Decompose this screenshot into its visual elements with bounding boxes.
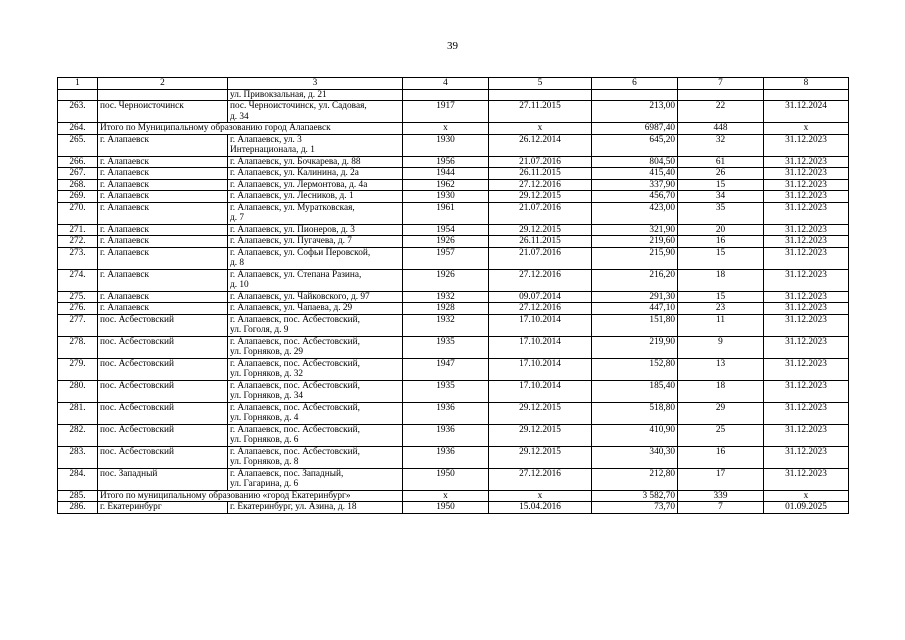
cell-area: 645,20 bbox=[592, 134, 678, 156]
cell-year: 1936 bbox=[403, 402, 489, 424]
cell-locality bbox=[98, 89, 228, 101]
cell-count: 16 bbox=[678, 446, 764, 468]
cell-count: 35 bbox=[678, 202, 764, 224]
cell-date: 26.11.2015 bbox=[489, 168, 592, 180]
cell-count: 25 bbox=[678, 424, 764, 446]
cell-year: 1930 bbox=[403, 134, 489, 156]
cell-number: 267. bbox=[58, 168, 98, 180]
cell-date: 09.07.2014 bbox=[489, 291, 592, 303]
table-row bbox=[58, 247, 849, 269]
cell-count: 18 bbox=[678, 269, 764, 291]
cell-area: 216,20 bbox=[592, 269, 678, 291]
cell-count: 34 bbox=[678, 191, 764, 203]
cell-date: 17.10.2014 bbox=[489, 336, 592, 358]
cell-year: 1935 bbox=[403, 380, 489, 402]
cell-count: 29 bbox=[678, 402, 764, 424]
cell-address: г. Екатеринбург, ул. Азина, д. 18 bbox=[228, 502, 403, 514]
cell-address: г. Алапаевск, пос. Асбестовский, ул. Гоголя, д. 9 bbox=[228, 314, 403, 336]
cell-address: г. Алапаевск, ул. Чайковского, д. 97 bbox=[228, 291, 403, 303]
total-row bbox=[58, 490, 849, 502]
cell-address: г. Алапаевск, пос. Асбестовский, ул. Горняков, д. 8 bbox=[228, 446, 403, 468]
cell-year: 1956 bbox=[403, 156, 489, 168]
cell-locality: г. Алапаевск bbox=[98, 168, 228, 180]
cell-date: 21.07.2016 bbox=[489, 156, 592, 168]
cell-count: 16 bbox=[678, 236, 764, 248]
cell-area: 212,80 bbox=[592, 468, 678, 490]
cell-area: 423,00 bbox=[592, 202, 678, 224]
cell-count: 22 bbox=[678, 101, 764, 123]
cell-number: 282. bbox=[58, 424, 98, 446]
cell-area: 185,40 bbox=[592, 380, 678, 402]
cell-number bbox=[58, 89, 98, 101]
cell-area: 215,90 bbox=[592, 247, 678, 269]
cell-address: пос. Черноисточинск, ул. Садовая, д. 34 bbox=[228, 101, 403, 123]
cell-term: x bbox=[764, 490, 849, 502]
header-cell: 2 bbox=[98, 78, 228, 90]
cell-area: 518,80 bbox=[592, 402, 678, 424]
cell-locality: г. Алапаевск bbox=[98, 291, 228, 303]
cell-locality: пос. Асбестовский bbox=[98, 402, 228, 424]
cell-area: 152,80 bbox=[592, 358, 678, 380]
cell-address: ул. Привокзальная, д. 21 bbox=[228, 89, 403, 101]
table-row bbox=[58, 224, 849, 236]
cell-address: г. Алапаевск, ул. Степана Разина, д. 10 bbox=[228, 269, 403, 291]
cell-date: 29.12.2015 bbox=[489, 402, 592, 424]
cell-address: г. Алапаевск, пос. Асбестовский, ул. Горняков, д. 34 bbox=[228, 380, 403, 402]
cell-term: 31.12.2023 bbox=[764, 303, 849, 315]
cell-count: 7 bbox=[678, 502, 764, 514]
page-number: 39 bbox=[447, 40, 458, 52]
cell-date: 27.12.2016 bbox=[489, 303, 592, 315]
cell-address: г. Алапаевск, ул. 3 Интернационала, д. 1 bbox=[228, 134, 403, 156]
cell-address: г. Алапаевск, ул. Чапаева, д. 29 bbox=[228, 303, 403, 315]
cell-count: 61 bbox=[678, 156, 764, 168]
cell-locality: г. Алапаевск bbox=[98, 236, 228, 248]
cell-term: 31.12.2024 bbox=[764, 101, 849, 123]
cell-year: 1950 bbox=[403, 502, 489, 514]
cell-locality: пос. Асбестовский bbox=[98, 446, 228, 468]
cell-number: 266. bbox=[58, 156, 98, 168]
cell-area: 291,30 bbox=[592, 291, 678, 303]
cell-area: 213,00 bbox=[592, 101, 678, 123]
cell-total-label: Итого по муниципальному образованию «город Екатеринбург» bbox=[98, 490, 403, 502]
cell-locality: г. Алапаевск bbox=[98, 303, 228, 315]
cell-locality: пос. Асбестовский bbox=[98, 358, 228, 380]
cell-number: 280. bbox=[58, 380, 98, 402]
cell-address: г. Алапаевск, ул. Муратковская, д. 7 bbox=[228, 202, 403, 224]
cell-year: 1947 bbox=[403, 358, 489, 380]
cell-area: 337,90 bbox=[592, 179, 678, 191]
header-cell: 5 bbox=[489, 78, 592, 90]
cell-term: 01.09.2025 bbox=[764, 502, 849, 514]
cell-area: 219,90 bbox=[592, 336, 678, 358]
cell-term: 31.12.2023 bbox=[764, 202, 849, 224]
cell-number: 268. bbox=[58, 179, 98, 191]
cell-area: 3 582,70 bbox=[592, 490, 678, 502]
cell-number: 263. bbox=[58, 101, 98, 123]
cell-number: 272. bbox=[58, 236, 98, 248]
cell-locality: пос. Черноисточинск bbox=[98, 101, 228, 123]
cell-date: 27.12.2016 bbox=[489, 269, 592, 291]
cell-locality: г. Алапаевск bbox=[98, 269, 228, 291]
cell-term: 31.12.2023 bbox=[764, 358, 849, 380]
cell-count bbox=[678, 89, 764, 101]
cell-number: 273. bbox=[58, 247, 98, 269]
table-row bbox=[58, 236, 849, 248]
cell-address: г. Алапаевск, ул. Калинина, д. 2а bbox=[228, 168, 403, 180]
cell-area: 456,70 bbox=[592, 191, 678, 203]
cell-address: г. Алапаевск, пос. Асбестовский, ул. Горняков, д. 6 bbox=[228, 424, 403, 446]
cell-date: x bbox=[489, 123, 592, 135]
cell-year: 1926 bbox=[403, 236, 489, 248]
cell-date: 27.12.2016 bbox=[489, 179, 592, 191]
cell-address: г. Алапаевск, пос. Западный, ул. Гагарина, д. 6 bbox=[228, 468, 403, 490]
cell-term: 31.12.2023 bbox=[764, 314, 849, 336]
cell-address: г. Алапаевск, ул. Бочкарева, д. 88 bbox=[228, 156, 403, 168]
cell-date: 27.12.2016 bbox=[489, 468, 592, 490]
cell-year: 1917 bbox=[403, 101, 489, 123]
table-row bbox=[58, 380, 849, 402]
total-row bbox=[58, 123, 849, 135]
table-row bbox=[58, 168, 849, 180]
cell-number: 283. bbox=[58, 446, 98, 468]
cell-date: 17.10.2014 bbox=[489, 314, 592, 336]
cell-date: 27.11.2015 bbox=[489, 101, 592, 123]
cell-date: x bbox=[489, 490, 592, 502]
cell-term: 31.12.2023 bbox=[764, 291, 849, 303]
cell-term: 31.12.2023 bbox=[764, 191, 849, 203]
cell-year: 1961 bbox=[403, 202, 489, 224]
cell-count: 9 bbox=[678, 336, 764, 358]
cell-date: 15.04.2016 bbox=[489, 502, 592, 514]
cell-term: 31.12.2023 bbox=[764, 236, 849, 248]
cell-term bbox=[764, 89, 849, 101]
cell-locality: пос. Западный bbox=[98, 468, 228, 490]
cell-year: 1950 bbox=[403, 468, 489, 490]
cell-term: 31.12.2023 bbox=[764, 446, 849, 468]
cell-number: 284. bbox=[58, 468, 98, 490]
table-row bbox=[58, 269, 849, 291]
header-cell: 1 bbox=[58, 78, 98, 90]
header-cell: 3 bbox=[228, 78, 403, 90]
cell-number: 264. bbox=[58, 123, 98, 135]
cell-locality: г. Алапаевск bbox=[98, 224, 228, 236]
table-row bbox=[58, 446, 849, 468]
cell-year: 1957 bbox=[403, 247, 489, 269]
cell-area: 447,10 bbox=[592, 303, 678, 315]
cell-count: 20 bbox=[678, 224, 764, 236]
cell-date: 21.07.2016 bbox=[489, 247, 592, 269]
cell-address: г. Алапаевск, пос. Асбестовский, ул. Горняков, д. 4 bbox=[228, 402, 403, 424]
cell-address: г. Алапаевск, пос. Асбестовский, ул. Горняков, д. 32 bbox=[228, 358, 403, 380]
cell-year: 1932 bbox=[403, 314, 489, 336]
cell-area: 321,90 bbox=[592, 224, 678, 236]
table-row bbox=[58, 424, 849, 446]
table-row bbox=[58, 202, 849, 224]
cell-term: 31.12.2023 bbox=[764, 224, 849, 236]
table-row bbox=[58, 179, 849, 191]
cell-locality: г. Алапаевск bbox=[98, 134, 228, 156]
cell-count: 15 bbox=[678, 179, 764, 191]
cell-year: 1936 bbox=[403, 446, 489, 468]
cell-term: 31.12.2023 bbox=[764, 468, 849, 490]
column-number-row bbox=[58, 78, 849, 90]
cell-count: 448 bbox=[678, 123, 764, 135]
cell-number: 278. bbox=[58, 336, 98, 358]
header-cell: 8 bbox=[764, 78, 849, 90]
header-cell: 6 bbox=[592, 78, 678, 90]
table-row bbox=[58, 336, 849, 358]
cell-address: г. Алапаевск, ул. Пугачева, д. 7 bbox=[228, 236, 403, 248]
cell-count: 339 bbox=[678, 490, 764, 502]
cell-term: 31.12.2023 bbox=[764, 336, 849, 358]
cell-area: 804,50 bbox=[592, 156, 678, 168]
cell-count: 17 bbox=[678, 468, 764, 490]
cell-address: г. Алапаевск, ул. Пионеров, д. 3 bbox=[228, 224, 403, 236]
cell-date: 17.10.2014 bbox=[489, 358, 592, 380]
cell-date: 26.12.2014 bbox=[489, 134, 592, 156]
cell-year: 1962 bbox=[403, 179, 489, 191]
cell-locality: пос. Асбестовский bbox=[98, 424, 228, 446]
cell-count: 11 bbox=[678, 314, 764, 336]
cell-term: 31.12.2023 bbox=[764, 424, 849, 446]
cell-locality: г. Алапаевск bbox=[98, 247, 228, 269]
table-row bbox=[58, 191, 849, 203]
table-row bbox=[58, 502, 849, 514]
cell-year: 1936 bbox=[403, 424, 489, 446]
cell-locality: пос. Асбестовский bbox=[98, 314, 228, 336]
cell-locality: пос. Асбестовский bbox=[98, 336, 228, 358]
cell-address: г. Алапаевск, ул. Лермонтова, д. 4а bbox=[228, 179, 403, 191]
cell-count: 23 bbox=[678, 303, 764, 315]
cell-year: x bbox=[403, 490, 489, 502]
cell-term: 31.12.2023 bbox=[764, 156, 849, 168]
cell-year: 1954 bbox=[403, 224, 489, 236]
cell-year: 1928 bbox=[403, 303, 489, 315]
cell-count: 15 bbox=[678, 291, 764, 303]
continuation-row bbox=[58, 89, 849, 101]
cell-number: 275. bbox=[58, 291, 98, 303]
cell-locality: г. Алапаевск bbox=[98, 202, 228, 224]
cell-address: г. Алапаевск, ул. Лесников, д. 1 bbox=[228, 191, 403, 203]
cell-date: 29.12.2015 bbox=[489, 446, 592, 468]
cell-number: 270. bbox=[58, 202, 98, 224]
cell-date: 29.12.2015 bbox=[489, 191, 592, 203]
cell-date: 29.12.2015 bbox=[489, 424, 592, 446]
cell-number: 279. bbox=[58, 358, 98, 380]
cell-area: 219,60 bbox=[592, 236, 678, 248]
cell-area: 410,90 bbox=[592, 424, 678, 446]
cell-date: 17.10.2014 bbox=[489, 380, 592, 402]
cell-year: 1926 bbox=[403, 269, 489, 291]
cell-date: 29.12.2015 bbox=[489, 224, 592, 236]
cell-term: 31.12.2023 bbox=[764, 402, 849, 424]
cell-address: г. Алапаевск, ул. Софьи Перовской, д. 8 bbox=[228, 247, 403, 269]
cell-year: 1932 bbox=[403, 291, 489, 303]
cell-term: 31.12.2023 bbox=[764, 269, 849, 291]
cell-locality: г. Алапаевск bbox=[98, 191, 228, 203]
table-row bbox=[58, 303, 849, 315]
cell-area bbox=[592, 89, 678, 101]
cell-locality: г. Алапаевск bbox=[98, 179, 228, 191]
cell-number: 277. bbox=[58, 314, 98, 336]
cell-term: 31.12.2023 bbox=[764, 134, 849, 156]
cell-term: 31.12.2023 bbox=[764, 380, 849, 402]
table-row bbox=[58, 402, 849, 424]
cell-number: 286. bbox=[58, 502, 98, 514]
table-row bbox=[58, 291, 849, 303]
cell-number: 265. bbox=[58, 134, 98, 156]
cell-count: 32 bbox=[678, 134, 764, 156]
table-row bbox=[58, 358, 849, 380]
cell-number: 281. bbox=[58, 402, 98, 424]
cell-number: 271. bbox=[58, 224, 98, 236]
cell-locality: г. Екатеринбург bbox=[98, 502, 228, 514]
cell-number: 269. bbox=[58, 191, 98, 203]
cell-area: 415,40 bbox=[592, 168, 678, 180]
cell-count: 13 bbox=[678, 358, 764, 380]
cell-area: 73,70 bbox=[592, 502, 678, 514]
cell-term: 31.12.2023 bbox=[764, 179, 849, 191]
table-row bbox=[58, 156, 849, 168]
cell-term: x bbox=[764, 123, 849, 135]
cell-term: 31.12.2023 bbox=[764, 247, 849, 269]
cell-term: 31.12.2023 bbox=[764, 168, 849, 180]
cell-area: 151,80 bbox=[592, 314, 678, 336]
cell-year: 1930 bbox=[403, 191, 489, 203]
table-row bbox=[58, 101, 849, 123]
cell-year: 1944 bbox=[403, 168, 489, 180]
cell-date: 21.07.2016 bbox=[489, 202, 592, 224]
cell-locality: пос. Асбестовский bbox=[98, 380, 228, 402]
cell-address: г. Алапаевск, пос. Асбестовский, ул. Горняков, д. 29 bbox=[228, 336, 403, 358]
cell-number: 274. bbox=[58, 269, 98, 291]
cell-total-label: Итого по Муниципальному образованию город Алапаевск bbox=[98, 123, 403, 135]
cell-year: x bbox=[403, 123, 489, 135]
header-cell: 7 bbox=[678, 78, 764, 90]
table-row bbox=[58, 134, 849, 156]
cell-date: 26.11.2015 bbox=[489, 236, 592, 248]
table-row bbox=[58, 468, 849, 490]
cell-date bbox=[489, 89, 592, 101]
table-row bbox=[58, 314, 849, 336]
cell-number: 285. bbox=[58, 490, 98, 502]
cell-count: 26 bbox=[678, 168, 764, 180]
cell-area: 340,30 bbox=[592, 446, 678, 468]
cell-year bbox=[403, 89, 489, 101]
cell-area: 6987,40 bbox=[592, 123, 678, 135]
registry-table bbox=[57, 77, 849, 514]
cell-count: 18 bbox=[678, 380, 764, 402]
cell-year: 1935 bbox=[403, 336, 489, 358]
header-cell: 4 bbox=[403, 78, 489, 90]
cell-count: 15 bbox=[678, 247, 764, 269]
cell-number: 276. bbox=[58, 303, 98, 315]
cell-locality: г. Алапаевск bbox=[98, 156, 228, 168]
